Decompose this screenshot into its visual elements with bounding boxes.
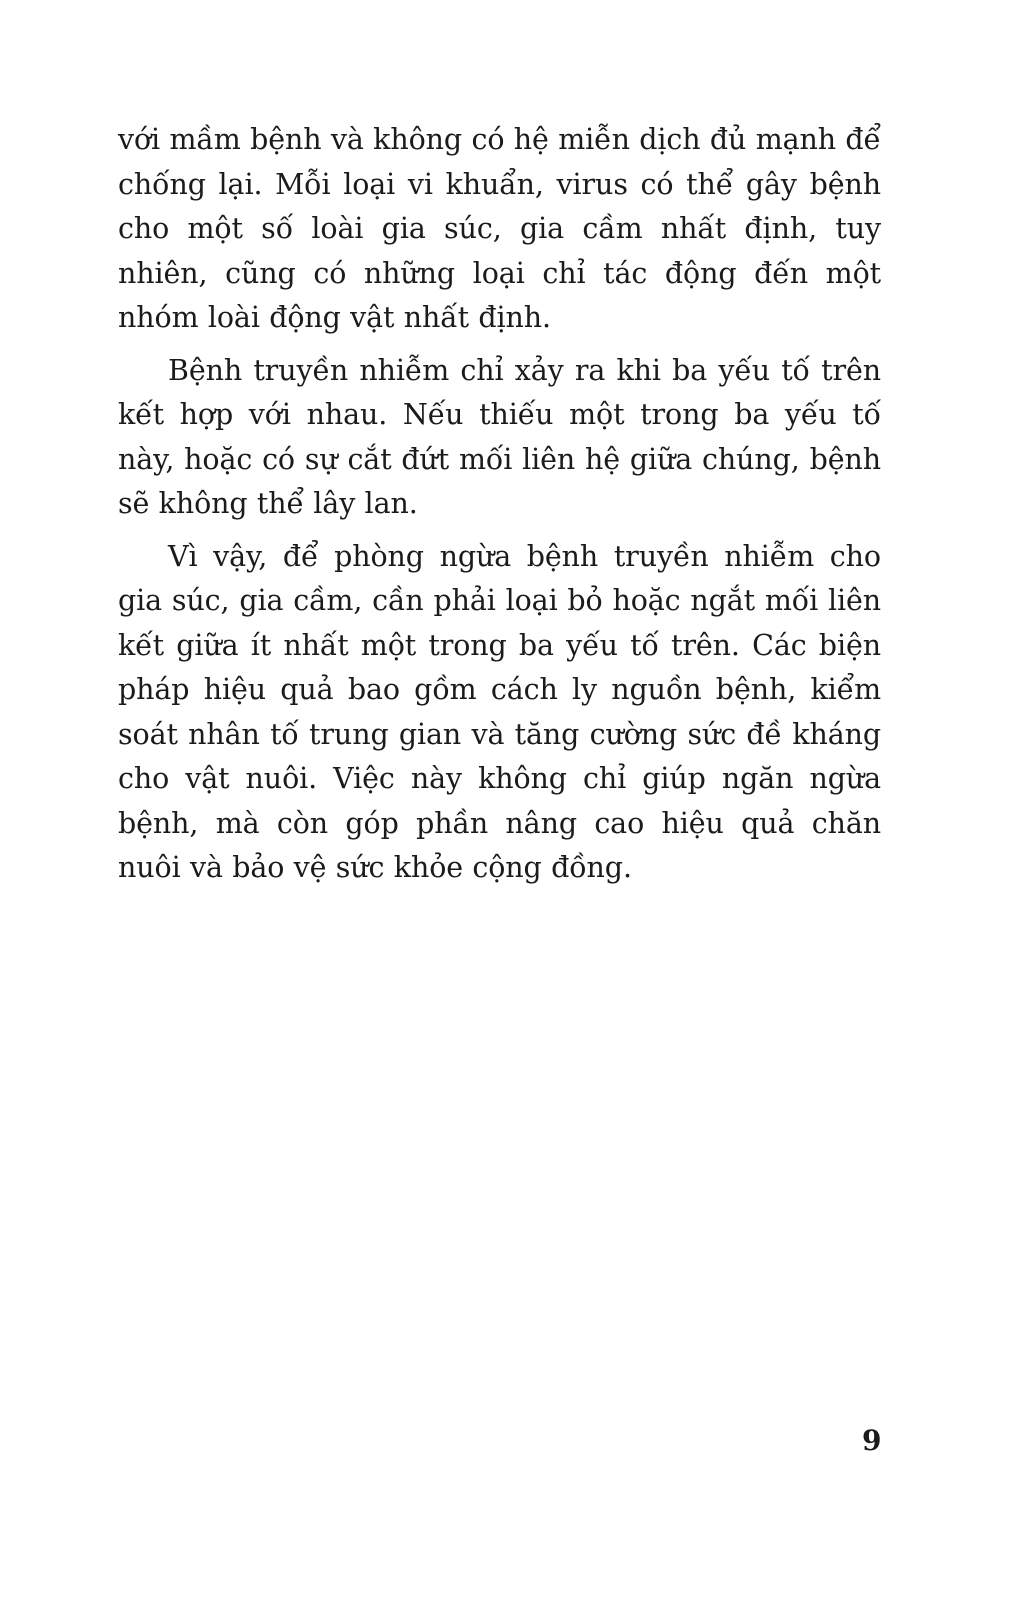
- page-number: 9: [862, 1424, 882, 1457]
- paragraph-transmission-conditions: Bệnh truyền nhiễm chỉ xảy ra khi ba yếu tố trên kết hợp với nhau. Nếu thiếu một trong ba yếu tố này, hoặc có sự cắt đứt mối liên hệ giữa chúng, bệnh sẽ không thể lây lan.: [118, 353, 881, 520]
- page-body: [118, 118, 881, 891]
- paragraph-continuation: với mầm bệnh và không có hệ miễn dịch đủ mạnh để chống lại. Mỗi loại vi khuẩn, virus có thể gây bệnh cho một số loài gia súc, gia cầm nhất định, tuy nhiên, cũng có những loại chỉ tác động đến một nhóm loài động vật nhất định.: [118, 123, 881, 334]
- paragraph-prevention-measures: Vì vậy, để phòng ngừa bệnh truyền nhiễm cho gia súc, gia cầm, cần phải loại bỏ hoặc ngắt mối liên kết giữa ít nhất một trong ba yếu tố trên. Các biện pháp hiệu quả bao gồm cách ly nguồn bệnh, kiểm soát nhân tố trung gian và tăng cường sức đề kháng cho vật nuôi. Việc này không chỉ giúp ngăn ngừa bệnh, mà còn góp phần nâng cao hiệu quả chăn nuôi và bảo vệ sức khỏe cộng đồng.: [118, 539, 881, 884]
